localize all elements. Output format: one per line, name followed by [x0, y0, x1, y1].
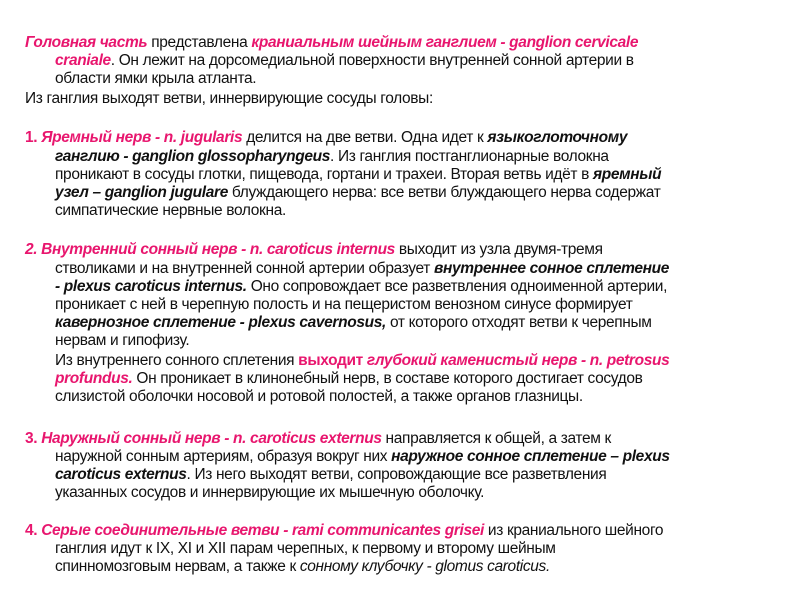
emphasized-term: внутреннее сонное сплетение [433, 260, 670, 277]
text-line [55, 184, 661, 202]
emphasized-term: Серые соединительные ветви - rami communicantes grisei [41, 522, 484, 539]
emphasized-term: Яремный нерв - n. jugularis [41, 129, 243, 146]
text-run: проникают в сосуды глотки, пищевода, гортани и трахеи. Вторая ветвь идёт в [55, 166, 593, 183]
text-run: слизистой оболочки носовой и ротовой полостей, а также органов глазницы. [55, 388, 583, 405]
text-line [55, 466, 606, 484]
emphasized-term: узел – ganglion jugulare [55, 184, 228, 201]
text-line [25, 129, 627, 147]
text-line [55, 260, 669, 278]
text-line [55, 314, 652, 332]
text-line [55, 148, 609, 166]
text-line [55, 332, 189, 350]
emphasized-term: ганглию - ganglion glossopharyngeus [55, 148, 331, 165]
text-line [55, 52, 634, 70]
text-line [55, 296, 632, 314]
emphasized-term: craniale [55, 52, 111, 69]
text-line [25, 34, 638, 52]
text-run: выходит из узла двумя-тремя [394, 241, 603, 258]
text-line [55, 70, 256, 88]
text-run: стволиками и на внутренней сонной артерии образует [55, 260, 434, 277]
text-line [25, 90, 433, 108]
text-run: делится на две ветви. Одна идет к [242, 129, 488, 146]
text-line [55, 558, 550, 576]
emphasized-term: 1. [25, 129, 42, 146]
emphasized-term: caroticus externus [55, 466, 187, 483]
text-line [55, 448, 670, 466]
text-run: указанных сосудов и иннервирующие их мышечную оболочку. [55, 484, 485, 501]
text-run: Из внутреннего сонного сплетения [55, 352, 299, 369]
emphasized-term: яремный [592, 166, 662, 183]
text-run: из краниального шейного [483, 522, 664, 539]
text-run: области ямки крыла атланта. [55, 70, 257, 87]
text-line [55, 352, 669, 370]
emphasized-term: выходит [298, 352, 367, 369]
emphasized-term: 3. [25, 430, 42, 447]
text-run: блуждающего нерва: все ветви блуждающего нерва содержат [227, 184, 661, 201]
text-run: . Из ганглия постганглионарные волокна [330, 148, 609, 165]
emphasized-term: 2. Внутренний сонный нерв - n. caroticus internus [25, 241, 395, 258]
text-line [55, 278, 667, 296]
text-run: Он проникает в клинонебный нерв, в составе которого достигает сосудов [132, 370, 643, 387]
text-run: Оно сопровождает все разветвления одноименной артерии, [246, 278, 668, 295]
text-line [55, 484, 484, 502]
text-run: симпатические нервные волокна. [55, 202, 286, 219]
emphasized-term: 4. [25, 522, 42, 539]
emphasized-term: Наружный сонный нерв - n. caroticus externus [41, 430, 382, 447]
text-run: нервам и гипофизу. [55, 332, 190, 349]
emphasized-term: - plexus caroticus internus. [55, 278, 247, 295]
emphasized-term: сонному клубочку - glomus caroticus. [299, 558, 550, 575]
emphasized-term: кавернозное сплетение - plexus cavernosus, [55, 314, 386, 331]
text-line [55, 370, 643, 388]
text-line [25, 241, 603, 259]
text-run: от которого отходят ветви к черепным [385, 314, 652, 331]
emphasized-term: глубокий каменистый нерв - n. petrosus [366, 352, 670, 369]
text-run: Из ганглия выходят ветви, иннервирующие сосуды головы: [25, 90, 433, 107]
text-run: ганглия идут к IX, XI и XII парам черепных, к первому и второму шейным [55, 540, 556, 557]
text-run: спинномозговым нервам, а также к [55, 558, 300, 575]
emphasized-term: profundus. [55, 370, 133, 387]
text-run: проникает с ней в черепную полость и на пещеристом венозном синусе формирует [55, 296, 633, 313]
emphasized-term: наружное сонное сплетение – plexus [391, 448, 670, 465]
text-run: направляется к общей, а затем к [381, 430, 611, 447]
text-run: представлена [147, 34, 252, 51]
text-line [55, 540, 556, 558]
text-line [25, 430, 611, 448]
text-line [25, 522, 663, 540]
text-line [55, 166, 661, 184]
text-run: . Он лежит на дорсомедиальной поверхности внутренней сонной артерии в [110, 52, 634, 69]
emphasized-term: краниальным шейным ганглием - ganglion cervicale [251, 34, 639, 51]
emphasized-term: языкоглоточному [487, 129, 628, 146]
emphasized-term: Головная часть [25, 34, 148, 51]
text-run: . Из него выходят ветви, сопровождающие все разветвления [186, 466, 607, 483]
text-line [55, 202, 286, 220]
text-line [55, 388, 583, 406]
text-run: наружной сонным артериям, образуя вокруг них [55, 448, 392, 465]
